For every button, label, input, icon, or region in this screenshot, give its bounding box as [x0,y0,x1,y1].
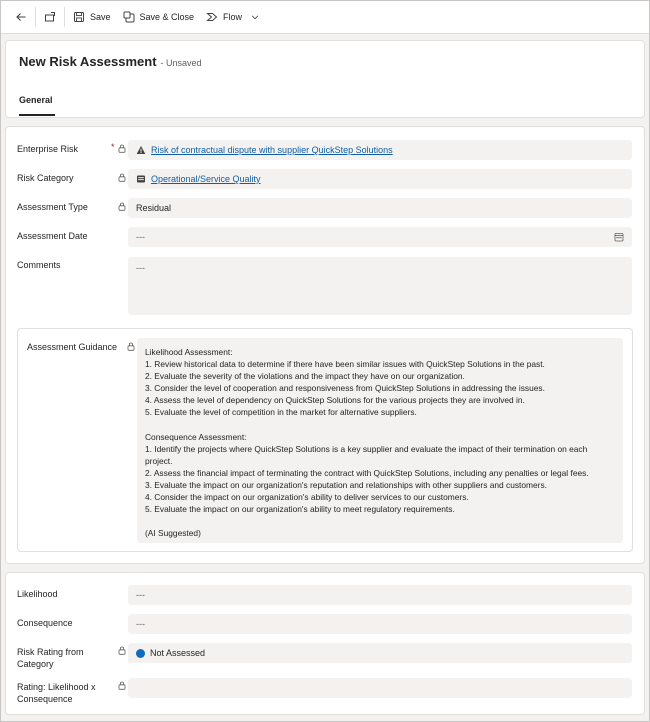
enterprise-risk-link[interactable]: Risk of contractual dispute with supplier QuickStep Solutions [151,145,393,155]
status-dot-icon [136,649,145,658]
save-and-close-button[interactable] [117,5,201,29]
guidance-line: 2. Evaluate the severity of the violations and the impact they have on our organization. [145,371,465,382]
assessment-type-value: Residual [136,203,172,213]
back-arrow-icon [15,11,27,23]
comments-label: Comments [17,260,61,270]
guidance-blank-line [145,419,615,431]
rating-lxc-label-line2: Consequence [17,694,73,704]
title-row [19,54,202,69]
rating-section [5,572,645,715]
rating-lxc-label-line1: Rating: Likelihood x [17,682,96,692]
guidance-line: 3. Evaluate the impact on our organization's reputation and relationships with other suppliers and customers. [145,480,547,491]
consequence-value: --- [136,619,145,629]
save-close-icon [123,11,135,23]
guidance-line: 2. Assess the financial impact of terminating the contract with QuickStep Solutions, including any penalties or legal fees. [145,467,589,478]
warning-icon [136,145,146,155]
guidance-line: 5. Evaluate the level of competition in the market for alternative suppliers. [145,407,417,418]
category-icon [136,174,146,184]
guidance-line: 1. Review historical data to determine if there have been similar issues with QuickStep Solutions in the past. [145,359,545,370]
form-header [5,40,645,118]
risk-rating-category-value: Not Assessed [150,648,206,658]
command-bar [1,1,649,34]
likelihood-label: Likelihood [17,589,58,599]
risk-category-field[interactable] [128,169,632,189]
consequence-label: Consequence [17,618,73,628]
rating-lxc-field[interactable] [128,678,632,698]
assessment-date-value: --- [136,232,145,242]
guidance-line: Consequence Assessment: [145,431,247,442]
risk-rating-category-label-line2: Category [17,659,54,669]
flow-button[interactable] [200,5,266,29]
flow-label: Flow [223,12,243,22]
lock-icon [118,173,126,182]
lock-icon [118,646,126,655]
toolbar-divider [64,7,65,27]
flow-icon [206,11,218,23]
toolbar-divider [35,7,36,27]
assessment-guidance-card [17,328,633,552]
risk-category-link[interactable]: Operational/Service Quality [151,174,261,184]
assessment-date-label: Assessment Date [17,231,88,241]
comments-value: --- [136,263,145,273]
guidance-line: 4. Assess the level of dependency on QuickStep Solutions for the various projects they are involved in. [145,395,525,406]
consequence-field[interactable] [128,614,632,634]
guidance-blank-line [145,515,615,527]
enterprise-risk-field[interactable] [128,140,632,160]
assessment-type-label: Assessment Type [17,202,88,212]
assessment-date-input[interactable] [128,227,632,247]
tab-general[interactable]: General [19,95,53,105]
guidance-line: 1. Identify the projects where QuickStep Solutions is a key supplier and evaluate the impact of their termination on each project. [145,443,588,466]
guidance-line: 4. Consider the impact on our organization's ability to deliver services to our customers. [145,492,469,503]
lock-icon [127,342,135,351]
save-button[interactable] [67,5,117,29]
save-icon [73,11,85,23]
new-window-icon [44,11,56,23]
likelihood-field[interactable] [128,585,632,605]
guidance-line: Likelihood Assessment: [145,347,233,357]
likelihood-value: --- [136,590,145,600]
assessment-guidance-text[interactable] [137,338,623,543]
calendar-icon[interactable] [614,232,624,242]
risk-rating-category-label [17,646,84,670]
page-title: New Risk Assessment [19,54,157,69]
risk-rating-category-label-line1: Risk Rating from [17,647,84,657]
lock-icon [118,144,126,153]
open-in-new-window-button[interactable] [38,5,62,29]
assessment-guidance-label: Assessment Guidance [27,342,118,352]
required-indicator: * [111,142,115,152]
assessment-type-field[interactable] [128,198,632,218]
save-close-label: Save & Close [139,12,195,22]
comments-textarea[interactable] [128,257,632,315]
enterprise-risk-label: Enterprise Risk [17,144,79,154]
tab-selected-indicator [19,114,55,116]
guidance-line: 5. Evaluate the impact on our organization's ability to meet regulatory requirements. [145,504,455,515]
risk-category-label: Risk Category [17,173,74,183]
lock-icon [118,202,126,211]
lock-icon [118,681,126,690]
guidance-line: (AI Suggested) [145,528,201,539]
guidance-line: 3. Consider the level of cooperation and responsiveness from QuickStep Solutions in addressing the issues. [145,383,545,394]
risk-rating-category-field[interactable] [128,643,632,663]
save-status: - Unsaved [160,58,202,68]
back-button[interactable] [9,5,33,29]
save-label: Save [90,12,111,22]
rating-lxc-label [17,681,96,705]
chevron-down-icon [250,12,260,22]
general-section [5,126,645,564]
